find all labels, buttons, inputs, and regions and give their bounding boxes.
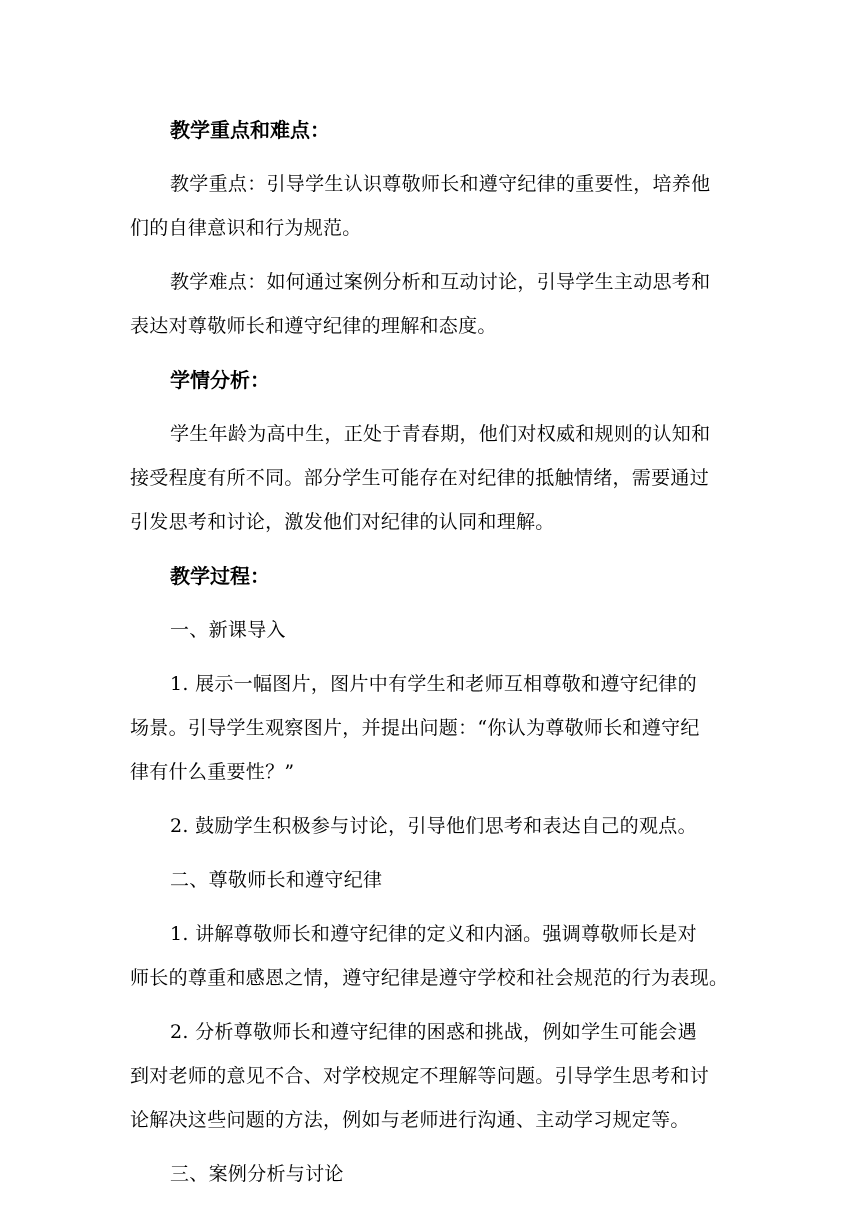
spacer <box>130 152 730 162</box>
text-line: 三、案例分析与讨论 <box>170 1163 344 1185</box>
text-line: 2. 分析尊敬师长和遵守纪律的困惑和挑战，例如学生可能会遇 <box>170 1021 697 1043</box>
spacer <box>130 1000 730 1010</box>
spacer <box>130 250 730 260</box>
text-line: 教学难点：如何通过案例分析和互动讨论，引导学生主动思考和 <box>170 271 711 293</box>
section-heading-key-points: 教学重点和难点： <box>170 118 330 142</box>
spacer <box>130 848 730 858</box>
section-heading-process: 教学过程： <box>170 564 270 588</box>
text-line: 1. 展示一幅图片，图片中有学生和老师互相尊敬和遵守纪律的 <box>170 673 697 695</box>
text-line: 论解决这些问题的方法，例如与老师进行沟通、主动学习规定等。 <box>130 1109 690 1131</box>
text-line: 二、尊敬师长和遵守纪律 <box>170 869 383 891</box>
subsection-title-respect <box>130 858 730 902</box>
list-item-respect-1 <box>130 912 730 1000</box>
subsection-title-intro <box>130 608 730 652</box>
paragraph-analysis <box>130 412 730 544</box>
list-item-respect-2 <box>130 1010 730 1142</box>
text-line: 师长的尊重和感恩之情，遵守纪律是遵守学校和社会规范的行为表现。 <box>130 967 729 989</box>
text-line: 1. 讲解尊敬师长和遵守纪律的定义和内涵。强调尊敬师长是对 <box>170 923 697 945</box>
text-line: 到对老师的意见不合、对学校规定不理解等问题。引导学生思考和讨 <box>130 1065 710 1087</box>
text-line: 2. 鼓励学生积极参与讨论，引导他们思考和表达自己的观点。 <box>170 815 697 837</box>
subsection-title-case <box>130 1152 730 1196</box>
text-line: 引发思考和讨论，激发他们对纪律的认同和理解。 <box>130 511 555 533</box>
text-line: 表达对尊敬师长和遵守纪律的理解和态度。 <box>130 315 497 337</box>
spacer <box>130 794 730 804</box>
list-item-intro-2 <box>130 804 730 848</box>
text-line: 们的自律意识和行为规范。 <box>130 217 362 239</box>
list-item-intro-1 <box>130 662 730 794</box>
text-line: 教学重点：引导学生认识尊敬师长和遵守纪律的重要性，培养他 <box>170 173 711 195</box>
spacer <box>130 348 730 358</box>
spacer <box>130 544 730 554</box>
text-line: 接受程度有所不同。部分学生可能存在对纪律的抵触情绪，需要通过 <box>130 467 710 489</box>
spacer <box>130 1142 730 1152</box>
section-heading-analysis: 学情分析： <box>170 368 270 392</box>
spacer <box>130 902 730 912</box>
spacer <box>130 652 730 662</box>
text-line: 场景。引导学生观察图片，并提出问题：“你认为尊敬师长和遵守纪 <box>130 717 700 739</box>
spacer <box>130 402 730 412</box>
text-line: 一、新课导入 <box>170 619 286 641</box>
paragraph-key-point <box>130 162 730 250</box>
document-body <box>130 108 730 1196</box>
text-line: 学生年龄为高中生，正处于青春期，他们对权威和规则的认知和 <box>170 423 711 445</box>
spacer <box>130 598 730 608</box>
text-line: 律有什么重要性？” <box>130 761 295 783</box>
paragraph-difficulty <box>130 260 730 348</box>
